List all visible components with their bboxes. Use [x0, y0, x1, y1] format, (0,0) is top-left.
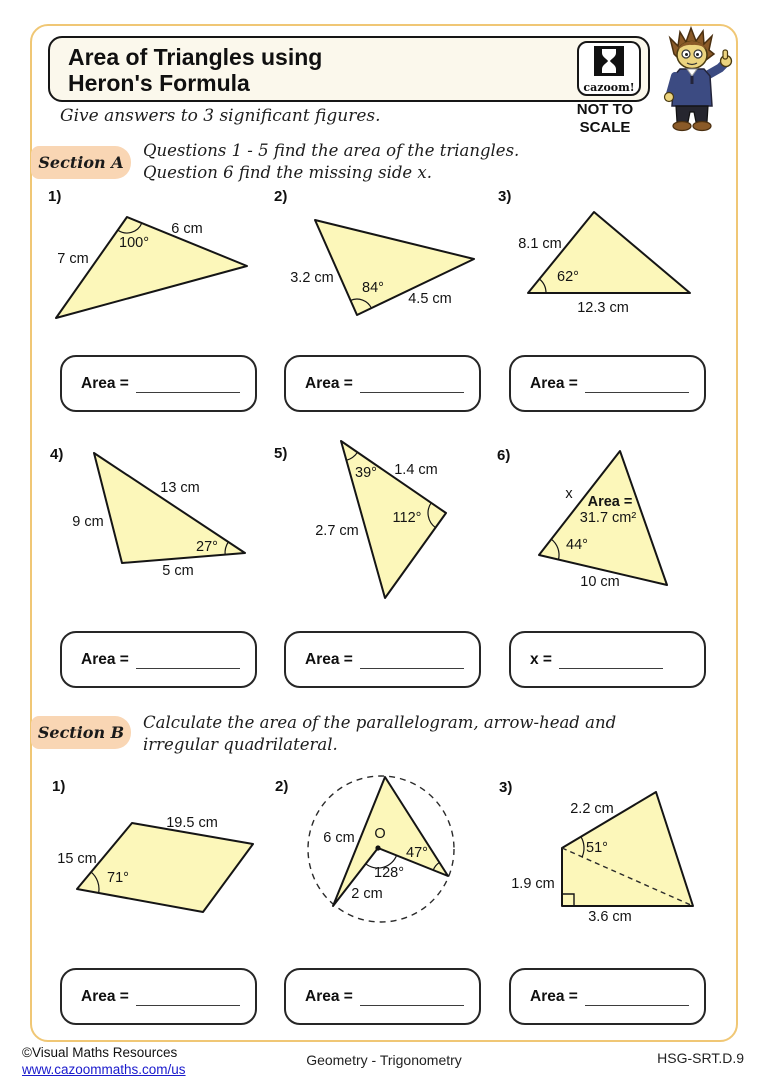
cazoom-logo-text: cazoom! — [583, 81, 635, 94]
answer-label: Area = — [305, 374, 353, 392]
answer-blank-line — [360, 375, 464, 393]
side-label: 3.6 cm — [588, 909, 632, 925]
circle-center-dot — [375, 845, 380, 850]
angle-label: 51° — [586, 840, 608, 856]
question-a2-number: 2) — [274, 188, 288, 205]
side-label: 19.5 cm — [166, 815, 218, 831]
title-box — [48, 36, 650, 102]
side-label: 9 cm — [72, 514, 104, 530]
answer-box-a4 — [60, 631, 257, 688]
angle-label: 84° — [362, 280, 384, 296]
side-label: 6 cm — [171, 221, 203, 237]
side-label: 10 cm — [580, 574, 620, 590]
side-label: 2.2 cm — [570, 801, 614, 817]
answer-box-a5 — [284, 631, 481, 688]
side-label: 8.1 cm — [518, 236, 562, 252]
question-a6-number: 6) — [497, 447, 511, 464]
answer-box-a3 — [509, 355, 706, 412]
side-label: 7 cm — [57, 251, 89, 267]
question-a5-number: 5) — [274, 445, 288, 462]
arrowhead-b2 — [270, 765, 500, 940]
side-label: 12.3 cm — [577, 300, 629, 316]
answer-label: Area = — [305, 987, 353, 1005]
page-title — [68, 44, 322, 96]
side-label: 15 cm — [57, 851, 97, 867]
answer-blank-line — [559, 651, 663, 669]
answer-label: Area = — [530, 374, 578, 392]
area-given-value: 31.7 cm² — [579, 510, 637, 526]
area-given-label: Area = — [587, 494, 633, 510]
answer-label: Area = — [81, 987, 129, 1005]
triangle-a4 — [40, 440, 260, 590]
answer-blank-line — [360, 651, 464, 669]
triangle-a3 — [490, 195, 720, 325]
answer-box-b2 — [284, 968, 481, 1025]
answer-box-a1 — [60, 355, 257, 412]
page-title-line1: Area of Triangles using — [68, 44, 323, 70]
side-label: 4.5 cm — [408, 291, 452, 307]
cazoom-logo — [577, 41, 641, 96]
section-a-badge: Section A — [31, 146, 131, 179]
side-label: 2 cm — [351, 886, 383, 902]
answer-box-a6 — [509, 631, 706, 688]
question-b3-number: 3) — [499, 779, 513, 796]
question-a3-number: 3) — [498, 188, 512, 205]
answer-box-a2 — [284, 355, 481, 412]
answer-label: Area = — [81, 374, 129, 392]
triangle-a1-outline — [56, 217, 247, 318]
angle-label: 27° — [196, 539, 218, 555]
standard-code: HSG-SRT.D.9 — [657, 1050, 744, 1066]
answer-blank-line — [585, 375, 689, 393]
answer-blank-line — [136, 988, 240, 1006]
footer-subject: Geometry - Trigonometry — [306, 1052, 462, 1068]
page-title-line2: Heron's Formula — [68, 70, 250, 96]
triangle-a1 — [40, 195, 260, 330]
angle-label: 44° — [566, 537, 588, 553]
answers-note: Give answers to 3 significant figures. — [60, 106, 381, 126]
parallelogram-b1-outline — [77, 823, 253, 912]
answer-blank-line — [136, 375, 240, 393]
section-a-instructions — [143, 140, 519, 184]
cartoon-boy-mascot — [646, 24, 738, 138]
not-to-scale-line2: SCALE — [579, 119, 631, 136]
copyright-text: ©Visual Maths Resources — [22, 1045, 178, 1060]
side-label: 1.9 cm — [511, 876, 555, 892]
answer-blank-line — [136, 651, 240, 669]
angle-label: 62° — [557, 269, 579, 285]
side-label: 3.2 cm — [290, 270, 334, 286]
center-label: O — [374, 826, 386, 842]
question-b2-number: 2) — [275, 778, 289, 795]
quadrilateral-b3 — [490, 775, 730, 930]
side-label: 13 cm — [160, 480, 200, 496]
not-to-scale-line1: NOT TO — [576, 101, 634, 118]
angle-label: 112° — [392, 510, 422, 526]
answer-box-b3 — [509, 968, 706, 1025]
angle-label: 128° — [374, 865, 404, 881]
question-a4-number: 4) — [50, 446, 64, 463]
triangle-a5 — [270, 430, 490, 610]
website-link[interactable]: www.cazoommaths.com/us — [22, 1062, 186, 1077]
angle-label: 100° — [119, 235, 149, 251]
answer-label: Area = — [530, 987, 578, 1005]
section-b-instructions — [143, 712, 616, 756]
answer-blank-line — [360, 988, 464, 1006]
section-b-badge: Section B — [31, 716, 131, 749]
side-label: 6 cm — [323, 830, 355, 846]
side-label: 2.7 cm — [315, 523, 359, 539]
answer-label: x = — [530, 650, 552, 668]
section-a-instruction-line2: Question 6 find the missing side x. — [143, 163, 432, 182]
answer-label: Area = — [81, 650, 129, 668]
side-x-label: x — [565, 486, 573, 502]
angle-label: 71° — [107, 870, 129, 886]
question-b1-number: 1) — [52, 778, 66, 795]
question-a1-number: 1) — [48, 188, 62, 205]
section-b-instruction-line1: Calculate the area of the parallelogram, arrow-head and — [143, 713, 617, 732]
section-a-instruction-line1: Questions 1 - 5 find the area of the triangles. — [143, 141, 520, 160]
triangle-a3-outline — [528, 212, 690, 293]
answer-label: Area = — [305, 650, 353, 668]
angle-label: 39° — [355, 465, 377, 481]
section-b-instruction-line2: irregular quadrilateral. — [143, 735, 338, 754]
answer-blank-line — [585, 988, 689, 1006]
not-to-scale-label — [566, 101, 644, 137]
triangle-a6 — [490, 440, 730, 600]
hourglass-icon — [594, 46, 624, 76]
side-label: 1.4 cm — [394, 462, 438, 478]
answer-box-b1 — [60, 968, 257, 1025]
triangle-a2 — [270, 195, 490, 330]
side-label: 5 cm — [162, 563, 194, 579]
angle-label: 47° — [406, 845, 428, 861]
parallelogram-b1 — [40, 780, 270, 930]
triangle-a4-outline — [94, 453, 245, 563]
